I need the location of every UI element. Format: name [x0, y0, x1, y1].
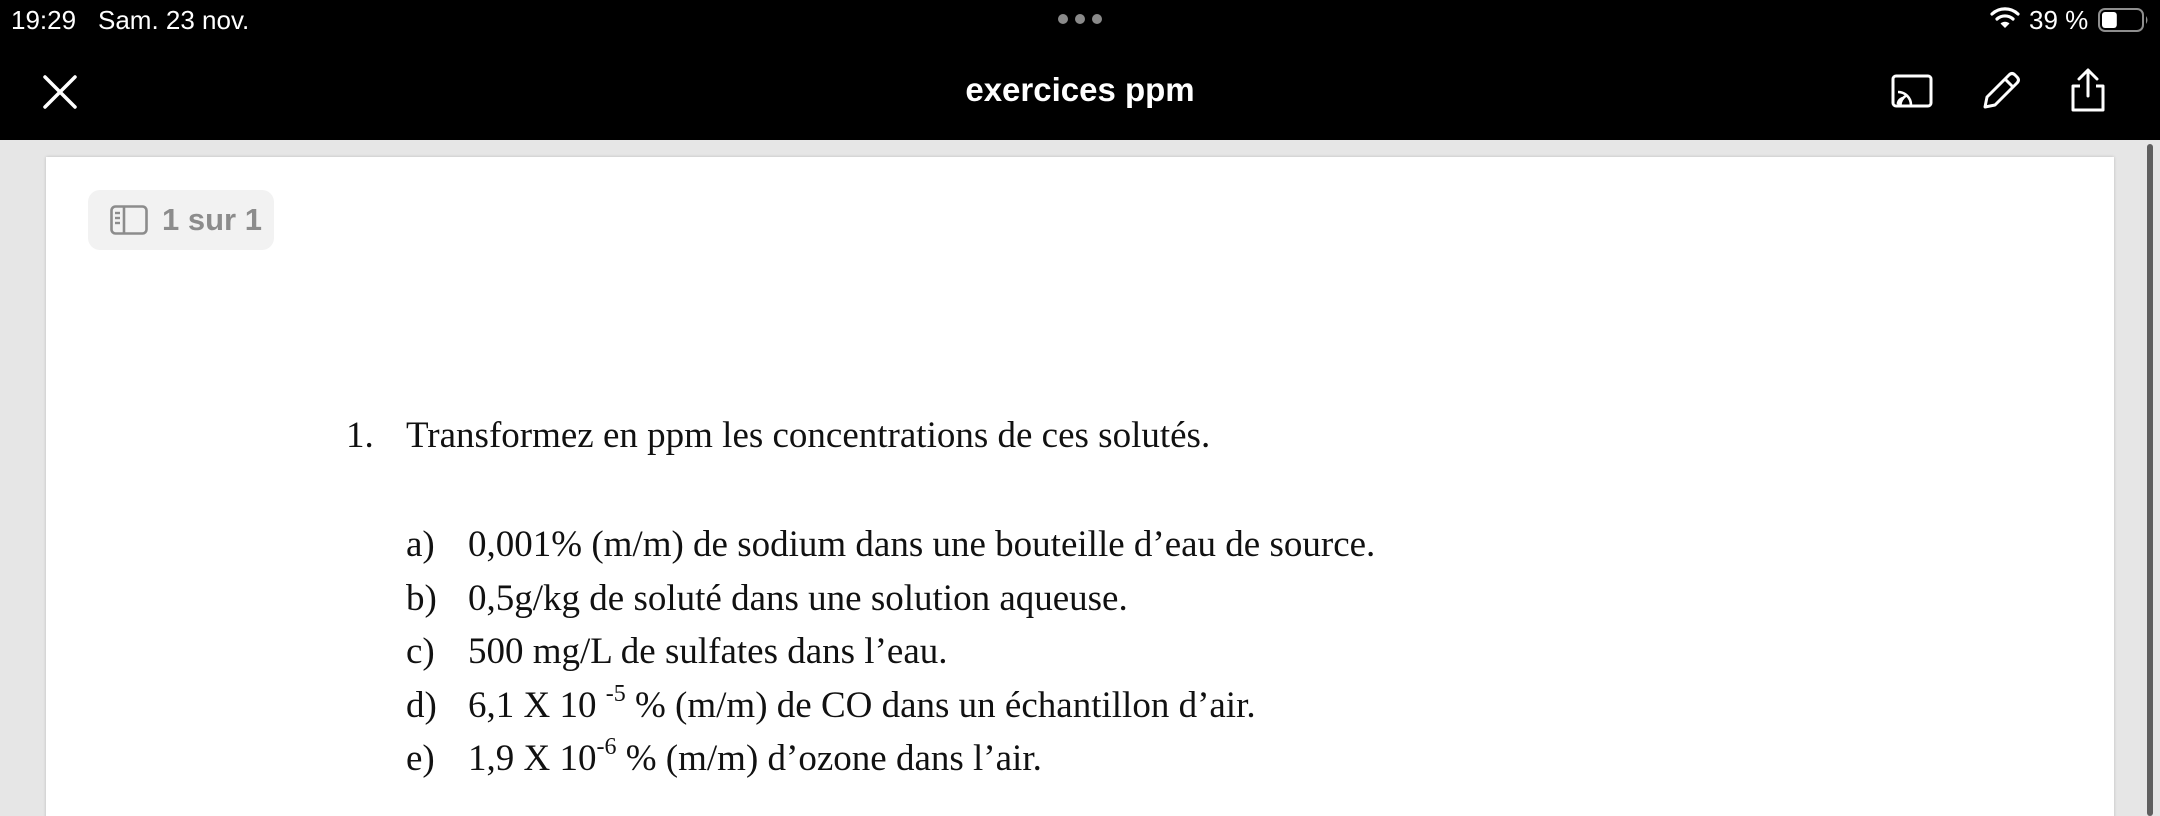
- item-exponent: -5: [605, 681, 626, 707]
- item-text-before: 6,1 X 10: [468, 685, 606, 726]
- item-exponent: -6: [596, 734, 617, 760]
- document-page: [46, 157, 2114, 816]
- question-number: 1.: [346, 415, 374, 456]
- sidebar-icon: [110, 205, 148, 235]
- status-date: Sam. 23 nov.: [98, 5, 250, 35]
- status-time: 19:29: [11, 5, 77, 35]
- item-letter: c): [406, 631, 435, 672]
- item-text: 0,001% (m/m) de sodium dans une bouteille d’eau de source.: [468, 524, 1376, 565]
- item-text: [468, 736, 1042, 782]
- multitasking-dots-icon[interactable]: [1058, 14, 1102, 24]
- battery-fill: [2102, 12, 2117, 28]
- item-text-after: % (m/m) de CO dans un échantillon d’air.: [625, 685, 1256, 726]
- scrollbar[interactable]: [2147, 144, 2153, 816]
- page-counter-label: 1 sur 1: [162, 202, 262, 237]
- share-icon[interactable]: [2063, 66, 2113, 116]
- item-letter: e): [406, 738, 435, 779]
- item-text: [468, 683, 1256, 729]
- item-text-before: 1,9 X 10: [468, 738, 597, 779]
- pencil-icon[interactable]: [1975, 66, 2025, 116]
- item-letter: d): [406, 685, 437, 726]
- document-title: exercices ppm: [965, 71, 1195, 108]
- battery-percent: 39 %: [2029, 5, 2089, 35]
- battery-icon: [2098, 7, 2150, 33]
- item-letter: a): [406, 524, 435, 565]
- document-viewer[interactable]: [0, 140, 2160, 816]
- top-bar: [0, 0, 2160, 140]
- question-text: Transformez en ppm les concentrations de ces solutés.: [406, 415, 1211, 456]
- item-letter: b): [406, 578, 437, 619]
- item-text: 500 mg/L de sulfates dans l’eau.: [468, 631, 948, 672]
- wifi-icon: [1990, 6, 2020, 30]
- item-text-after: % (m/m) d’ozone dans l’air.: [616, 738, 1042, 779]
- screen-mirroring-icon[interactable]: [1887, 66, 1937, 116]
- item-text: 0,5g/kg de soluté dans une solution aqueuse.: [468, 578, 1128, 619]
- page-counter-button[interactable]: [88, 190, 274, 250]
